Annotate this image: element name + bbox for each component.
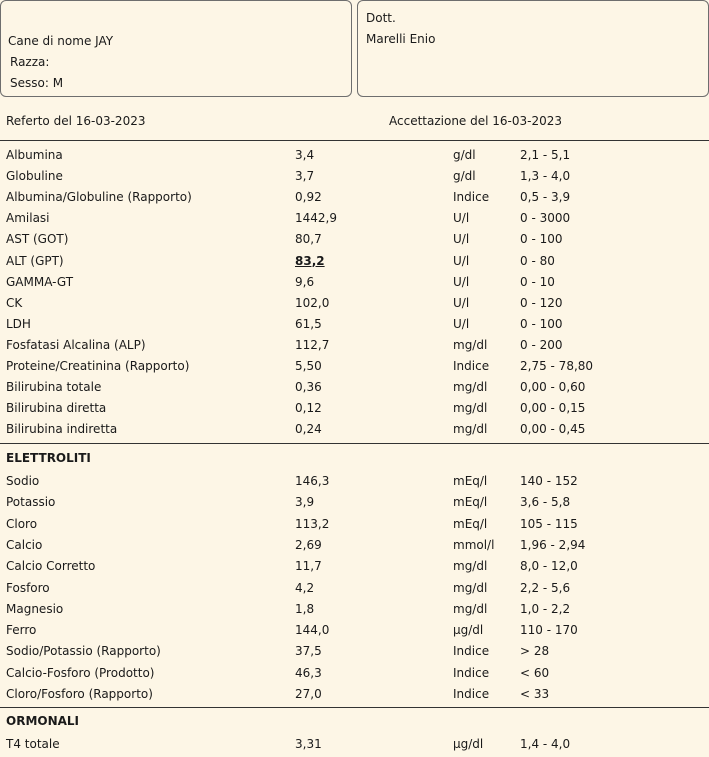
cell-name: CK [6, 295, 23, 310]
cell-name: Sodio [6, 474, 40, 488]
cell-range: 1,4 - 4,0 [520, 737, 571, 751]
cell-unit: mg/dl [453, 601, 488, 616]
cell-name: Calcio Corretto [6, 559, 96, 574]
cell-unit: U/l [453, 253, 470, 268]
cell-unit: µg/dl [453, 623, 484, 638]
cell-name: LDH [6, 316, 31, 331]
patient-name: Cane di nome JAY [8, 34, 114, 48]
cell-range: < 33 [520, 687, 550, 701]
cell-unit: µg/dl [453, 737, 484, 751]
cell-value: 3,4 [295, 148, 315, 162]
cell-value: 80,7 [295, 232, 322, 247]
cell-value: 11,7 [295, 559, 322, 574]
cell-name: Ferro [6, 623, 37, 638]
cell-unit: Indice [453, 190, 490, 205]
cell-range: 0 - 100 [520, 316, 563, 331]
cell-name: Globuline [6, 169, 63, 184]
cell-name: Bilirubina indiretta [6, 422, 118, 437]
cell-unit: mEq/l [453, 474, 488, 488]
cell-value: 0,36 [295, 380, 322, 395]
cell-name: T4 totale [6, 737, 60, 751]
cell-value: 1442,9 [295, 211, 337, 226]
cell-range: 3,6 - 5,8 [520, 495, 571, 510]
cell-name: Calcio [6, 537, 43, 552]
cell-range: 0,00 - 0,60 [520, 380, 586, 395]
cell-name: ALT (GPT) [6, 253, 64, 268]
cell-range: 0 - 3000 [520, 211, 571, 226]
accettazione-date: Accettazione del 16-03-2023 [389, 114, 563, 128]
cell-unit: mEq/l [453, 516, 488, 531]
cell-range: 2,2 - 5,6 [520, 580, 571, 595]
cell-name: Potassio [6, 495, 56, 510]
cell-range: 8,0 - 12,0 [520, 559, 578, 574]
doctor-box [357, 0, 709, 97]
divider-ormonali [0, 707, 709, 708]
cell-unit: Indice [453, 665, 490, 680]
cell-range: 2,1 - 5,1 [520, 148, 571, 162]
cell-name: Sodio/Potassio (Rapporto) [6, 644, 161, 659]
cell-range: 0 - 80 [520, 253, 555, 268]
cell-range: 1,0 - 2,2 [520, 601, 571, 616]
cell-value: 1,8 [295, 601, 315, 616]
section-title-ormonali: ORMONALI [6, 714, 80, 728]
cell-value: 46,3 [295, 665, 322, 680]
cell-name: Calcio-Fosforo (Prodotto) [6, 665, 155, 680]
cell-range: > 28 [520, 644, 550, 659]
cell-unit: mmol/l [453, 537, 495, 552]
cell-range: 140 - 152 [520, 474, 578, 488]
referto-date: Referto del 16-03-2023 [6, 114, 146, 128]
cell-unit: g/dl [453, 169, 476, 184]
cell-unit: U/l [453, 316, 470, 331]
cell-value: 146,3 [295, 474, 330, 488]
doctor-title: Dott. [366, 11, 396, 25]
cell-range: 0,00 - 0,45 [520, 422, 586, 437]
cell-value: 83,2 [295, 253, 325, 268]
cell-value: 113,2 [295, 516, 330, 531]
doctor-name: Marelli Enio [366, 32, 436, 46]
patient-breed: Razza: [10, 55, 50, 69]
cell-unit: U/l [453, 211, 470, 226]
cell-name: Fosfatasi Alcalina (ALP) [6, 337, 146, 352]
cell-unit: mg/dl [453, 401, 488, 416]
cell-unit: mEq/l [453, 495, 488, 510]
cell-value: 0,92 [295, 190, 322, 205]
cell-name: GAMMA-GT [6, 274, 74, 289]
cell-range: 1,96 - 2,94 [520, 537, 586, 552]
cell-range: 2,75 - 78,80 [520, 359, 594, 373]
cell-unit: mg/dl [453, 380, 488, 395]
cell-range: 0,00 - 0,15 [520, 401, 586, 416]
cell-value: 5,50 [295, 359, 322, 373]
cell-value: 4,2 [295, 580, 315, 595]
cell-value: 112,7 [295, 337, 330, 352]
cell-value: 2,69 [295, 537, 322, 552]
cell-range: 0 - 120 [520, 295, 563, 310]
cell-unit: Indice [453, 359, 490, 373]
cell-name: Albumina/Globuline (Rapporto) [6, 190, 192, 205]
section-title-elettroliti: ELETTROLITI [6, 451, 91, 465]
cell-unit: mg/dl [453, 580, 488, 595]
cell-unit: mg/dl [453, 337, 488, 352]
cell-range: 105 - 115 [520, 516, 578, 531]
cell-range: 1,3 - 4,0 [520, 169, 571, 184]
cell-range: 0 - 200 [520, 337, 563, 352]
cell-range: 110 - 170 [520, 623, 578, 638]
cell-range: 0 - 100 [520, 232, 563, 247]
cell-value: 9,6 [295, 274, 315, 289]
cell-unit: mg/dl [453, 422, 488, 437]
cell-unit: U/l [453, 274, 470, 289]
cell-unit: mg/dl [453, 559, 488, 574]
cell-name: Magnesio [6, 601, 64, 616]
cell-name: AST (GOT) [6, 232, 69, 247]
cell-unit: U/l [453, 295, 470, 310]
cell-range: 0 - 10 [520, 274, 555, 289]
divider-top [0, 140, 709, 141]
cell-name: Cloro/Fosforo (Rapporto) [6, 687, 153, 701]
cell-name: Proteine/Creatinina (Rapporto) [6, 359, 190, 373]
cell-unit: Indice [453, 687, 490, 701]
cell-value: 102,0 [295, 295, 330, 310]
cell-unit: g/dl [453, 148, 476, 162]
cell-value: 37,5 [295, 644, 322, 659]
cell-value: 61,5 [295, 316, 322, 331]
patient-sex: Sesso: M [10, 76, 64, 90]
cell-range: 0,5 - 3,9 [520, 190, 571, 205]
divider-elettroliti [0, 443, 709, 444]
cell-value: 3,31 [295, 737, 322, 751]
cell-value: 27,0 [295, 687, 322, 701]
cell-name: Fosforo [6, 580, 50, 595]
cell-name: Albumina [6, 148, 63, 162]
cell-range: < 60 [520, 665, 550, 680]
cell-value: 0,24 [295, 422, 322, 437]
cell-unit: Indice [453, 644, 490, 659]
cell-value: 0,12 [295, 401, 322, 416]
cell-name: Amilasi [6, 211, 50, 226]
cell-name: Bilirubina totale [6, 380, 102, 395]
cell-name: Bilirubina diretta [6, 401, 107, 416]
cell-name: Cloro [6, 516, 38, 531]
cell-value: 3,7 [295, 169, 315, 184]
cell-value: 3,9 [295, 495, 315, 510]
cell-unit: U/l [453, 232, 470, 247]
cell-value: 144,0 [295, 623, 330, 638]
